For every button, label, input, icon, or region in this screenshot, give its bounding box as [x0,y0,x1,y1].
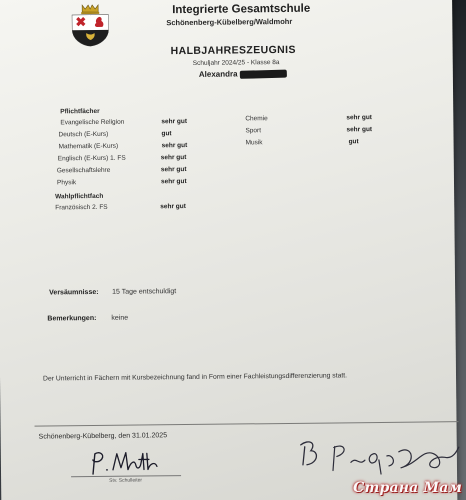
guardian-signature [293,433,463,481]
remarks-label: Bemerkungen: [47,314,97,323]
subject-grade: gut [161,130,172,138]
subject-name: Mathematik (E-Kurs) [58,142,119,151]
student-name: Alexandra [198,69,238,79]
subject-name: Gesellschaftslehre [56,166,111,175]
subject-grade: sehr gut [161,118,188,126]
subject-name: Physik [56,179,77,187]
subject-name: Deutsch (E-Kurs) [58,130,109,139]
wahlpflichtfach-heading: Wahlpflichtfach [55,192,104,201]
remarks-value: keine [111,314,129,322]
coat-of-arms-icon [68,3,112,47]
subject-grade: sehr gut [160,154,187,162]
subject-grade: sehr gut [160,178,187,186]
school-name: Integrierte Gesamtschule [172,2,311,17]
schoolyear-class: Schuljahr 2024/25 - Klasse 8a [192,59,280,67]
subject-grade: sehr gut [346,114,373,122]
redaction-bar [240,70,287,79]
principal-signature [83,447,173,478]
site-watermark: Страна Мам [353,480,462,496]
course-note: Der Unterricht in Fächern mit Kursbezeichnung fand in Form einer Fachleistungsdifferenzierung statt. [42,372,348,383]
footer-divider [35,421,459,426]
attendance-value: 15 Tage entschuldigt [112,288,177,296]
subject-name: Französisch 2. FS [55,203,108,212]
pflichtfaecher-heading: Pflichtfächer [60,107,100,116]
subject-name: Chemie [245,115,268,123]
subject-grade: sehr gut [160,203,186,211]
subject-grade: sehr gut [161,142,188,150]
place-and-date: Schönenberg-Kübelberg, den 31.01.2025 [38,432,168,441]
subject-grade: gut [348,138,359,146]
school-location: Schönenberg-Kübelberg/Waldmohr [166,16,293,28]
subject-name: Englisch (E-Kurs) 1. FS [57,154,126,163]
attendance-label: Versäumnisse: [49,288,99,297]
subject-grade: sehr gut [160,166,187,174]
document-title: HALBJAHRESZEUGNIS [170,43,296,58]
signer-role: Stv. Schulleiter [109,477,143,484]
subject-name: Evangelische Religion [60,118,125,127]
subject-name: Musik [245,139,263,147]
subject-grade: sehr gut [346,126,373,134]
subject-name: Sport [245,127,262,135]
